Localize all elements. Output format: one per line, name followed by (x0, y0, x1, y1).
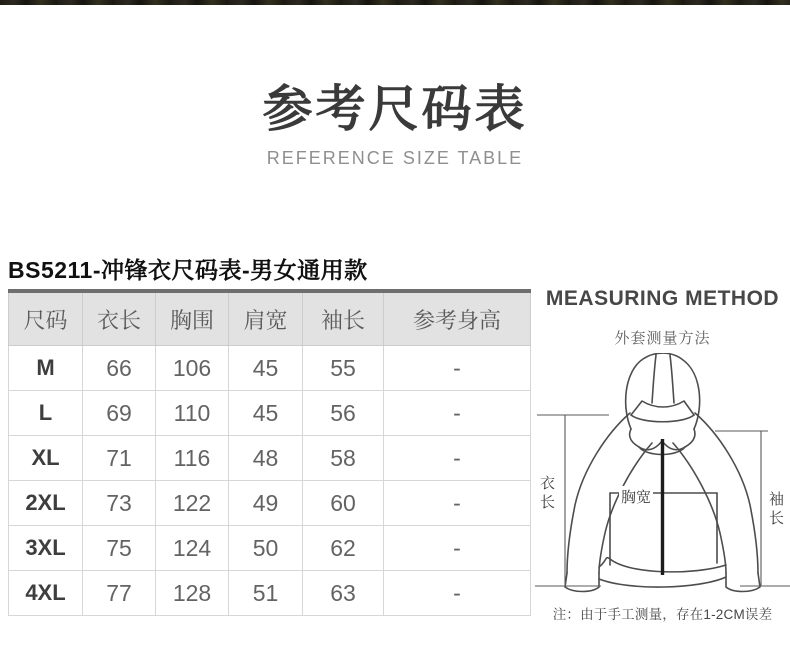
length-value: 73 (83, 481, 156, 526)
page-subtitle: REFERENCE SIZE TABLE (266, 148, 524, 168)
length-value: 66 (83, 346, 156, 391)
table-row (9, 436, 531, 481)
shoulder-value: 45 (229, 391, 303, 436)
column-header-height: 参考身高 (384, 291, 531, 346)
size-label: M (9, 346, 83, 391)
measuring-method-subtitle: 外套测量方法 (614, 330, 711, 347)
measurement-tolerance-note: 注：由于手工测量，存在1-2CM误差 (552, 607, 773, 622)
column-header-chest: 胸围 (156, 291, 229, 346)
column-header-size: 尺码 (9, 291, 83, 346)
shoulder-value: 48 (229, 436, 303, 481)
chest-value: 110 (156, 391, 229, 436)
chest-value: 124 (156, 526, 229, 571)
chest-value: 106 (156, 346, 229, 391)
height-value: - (384, 346, 531, 391)
length-measure-label: 衣长 (539, 475, 555, 511)
column-header-sleeve: 袖长 (303, 291, 384, 346)
column-header-shoulder: 肩宽 (229, 291, 303, 346)
size-label: 4XL (9, 571, 83, 616)
measuring-method-panel (535, 0, 790, 671)
sleeve-value: 55 (303, 346, 384, 391)
jacket-measurement-diagram (535, 353, 790, 601)
length-value: 69 (83, 391, 156, 436)
shoulder-value: 49 (229, 481, 303, 526)
sleeve-value: 58 (303, 436, 384, 481)
jacket-line-drawing-icon (535, 353, 790, 601)
measuring-method-title: MEASURING METHOD (545, 287, 780, 310)
chest-value: 128 (156, 571, 229, 616)
sleeve-value: 56 (303, 391, 384, 436)
size-table (8, 289, 531, 616)
sleeve-measure-label: 袖长 (768, 491, 784, 527)
table-row (9, 481, 531, 526)
length-value: 77 (83, 571, 156, 616)
size-table-heading: BS5211-冲锋衣尺码表-男女通用款 (8, 257, 368, 283)
chest-value: 122 (156, 481, 229, 526)
sleeve-value: 63 (303, 571, 384, 616)
table-row (9, 346, 531, 391)
chest-value: 116 (156, 436, 229, 481)
table-row (9, 391, 531, 436)
table-row (9, 571, 531, 616)
height-value: - (384, 571, 531, 616)
sleeve-value: 60 (303, 481, 384, 526)
size-label: XL (9, 436, 83, 481)
size-label: 3XL (9, 526, 83, 571)
sleeve-value: 62 (303, 526, 384, 571)
page-title: 参考尺码表 (262, 81, 528, 137)
length-value: 71 (83, 436, 156, 481)
shoulder-value: 50 (229, 526, 303, 571)
shoulder-value: 51 (229, 571, 303, 616)
height-value: - (384, 391, 531, 436)
column-header-length: 衣长 (83, 291, 156, 346)
height-value: - (384, 526, 531, 571)
size-table-header-row (9, 291, 531, 346)
table-row (9, 526, 531, 571)
size-label: 2XL (9, 481, 83, 526)
length-value: 75 (83, 526, 156, 571)
chest-measure-label: 胸宽 (619, 486, 653, 507)
height-value: - (384, 481, 531, 526)
height-value: - (384, 436, 531, 481)
shoulder-value: 45 (229, 346, 303, 391)
size-label: L (9, 391, 83, 436)
